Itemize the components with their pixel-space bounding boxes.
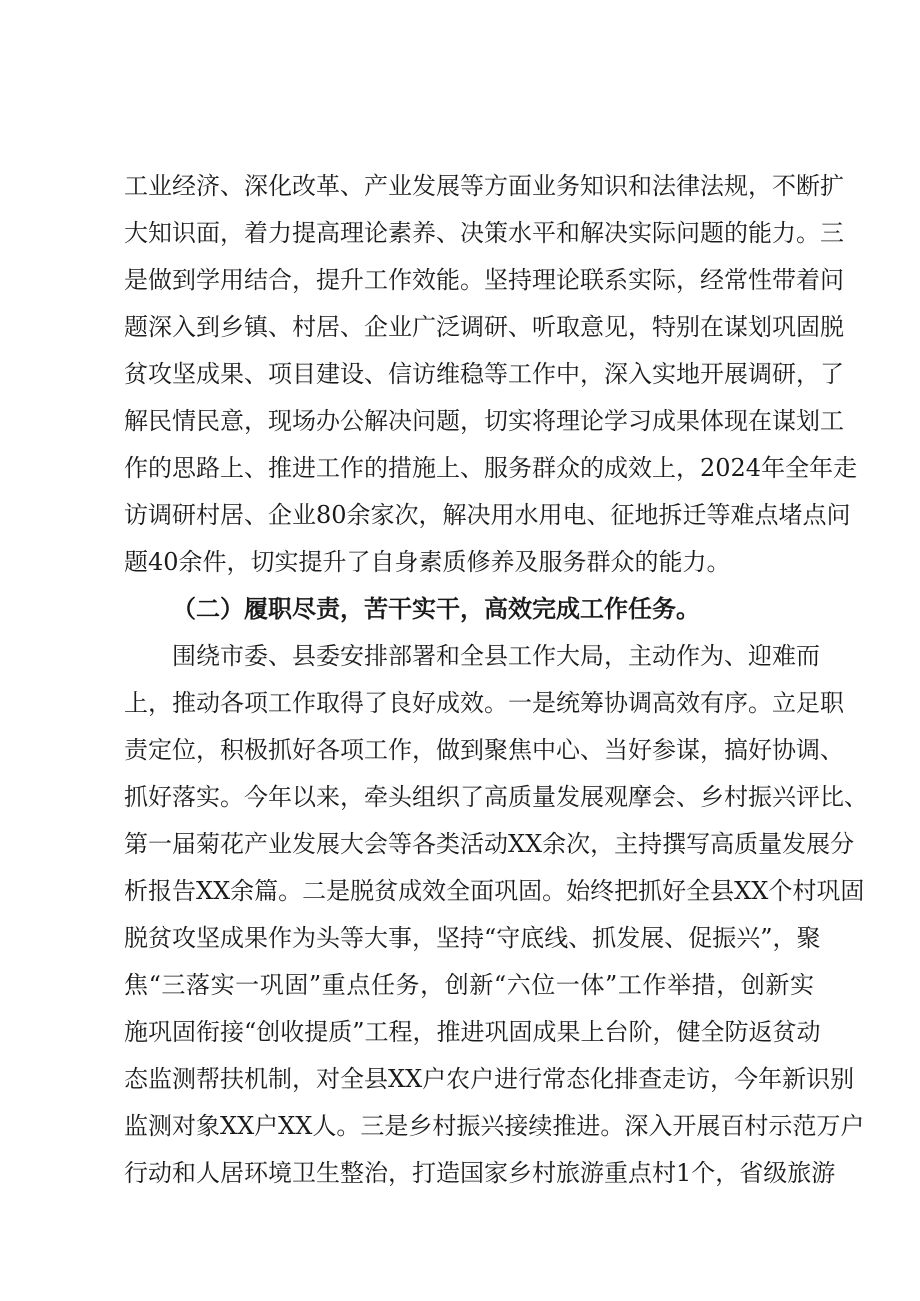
section-heading: （二）履职尽责，苦干实干，高效完成工作任务。: [172, 594, 700, 623]
paragraph-line: 作的思路上、推进工作的措施上、服务群众的成效上，2024年全年走: [124, 454, 858, 482]
paragraph-line: 抓好落实。今年以来，牵头组织了高质量发展观摩会、乡村振兴评比、: [124, 783, 868, 811]
paragraph-line: 大知识面，着力提高理论素养、决策水平和解决实际问题的能力。三: [124, 219, 844, 247]
paragraph-line: 析报告XX余篇。二是脱贫成效全面巩固。始终把抓好全县XX个村巩固: [124, 877, 865, 905]
paragraph-line: 题40余件，切实提升了自身素质修养及服务群众的能力。: [124, 548, 731, 576]
paragraph-line: 解民情民意，现场办公解决问题，切实将理论学习成果体现在谋划工: [124, 407, 844, 435]
paragraph-line: 题深入到乡镇、村居、企业广泛调研、听取意见，特别在谋划巩固脱: [124, 313, 844, 341]
paragraph-line: 脱贫攻坚成果作为头等大事，坚持“守底线、抓发展、促振兴”，聚: [124, 924, 821, 952]
paragraph-line: 监测对象XX户XX人。三是乡村振兴接续推进。深入开展百村示范万户: [124, 1112, 865, 1140]
paragraph-line: 态监测帮扶机制，对全县XX户农户进行常态化排查走访，今年新识别: [124, 1065, 855, 1093]
paragraph-line: 责定位，积极抓好各项工作，做到聚焦中心、当好参谋，搞好协调、: [124, 736, 844, 764]
paragraph-line: 围绕市委、县委安排部署和全县工作大局，主动作为、迎难而: [172, 642, 820, 670]
paragraph-line: 第一届菊花产业发展大会等各类活动XX余次，主持撰写高质量发展分: [124, 830, 855, 858]
paragraph-line: 施巩固衔接“创收提质”工程，推进巩固成果上台阶，健全防返贫动: [124, 1018, 821, 1046]
paragraph-line: 贫攻坚成果、项目建设、信访维稳等工作中，深入实地开展调研，了: [124, 360, 844, 388]
paragraph-line: 焦“三落实一巩固”重点任务，创新“六位一体”工作举措，创新实: [124, 971, 814, 999]
paragraph-line: 上，推动各项工作取得了良好成效。一是统筹协调高效有序。立足职: [124, 689, 844, 717]
paragraph-line: 访调研村居、企业80余家次，解决用水用电、征地拆迁等难点堵点问: [124, 501, 851, 529]
paragraph-line: 是做到学用结合，提升工作效能。坚持理论联系实际，经常性带着问: [124, 266, 844, 294]
paragraph-line: 工业经济、深化改革、产业发展等方面业务知识和法律法规，不断扩: [124, 172, 844, 200]
paragraph-line: 行动和人居环境卫生整治，打造国家乡村旅游重点村1个，省级旅游: [124, 1159, 836, 1187]
